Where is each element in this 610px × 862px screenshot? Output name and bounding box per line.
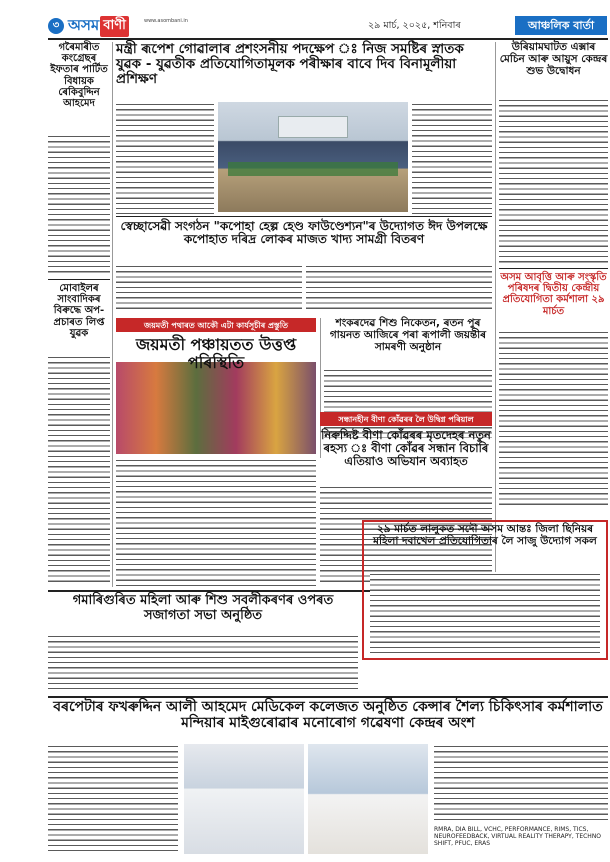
article-bottom bbox=[48, 700, 608, 858]
logo-left: অসম bbox=[68, 15, 100, 34]
divider bbox=[48, 279, 110, 280]
article-right1 bbox=[499, 42, 608, 267]
article-gram bbox=[48, 594, 358, 694]
issue-date: ২৯ মাৰ্চ, ২০২৫, শনিবাৰ bbox=[368, 20, 461, 31]
article-veena-kicker: সন্ধানহীন বীণা কোঁৱৰৰ লৈ উদ্বিগ্ন পৰিয়াল bbox=[320, 412, 492, 426]
article-top-body bbox=[116, 102, 214, 214]
article-shankar-headline: শংকৰদেৱ শিশু নিকেতন, ৰতন পুৰ গায়নত আজিৰে পৰা ৰূপালী জয়ন্তীৰ সামৰণী অনুষ্ঠান bbox=[329, 317, 487, 353]
article-top-body-col3 bbox=[412, 102, 492, 214]
article-left2-body bbox=[48, 355, 110, 585]
article-left1-body bbox=[48, 134, 110, 276]
article-food-headline: স্বেচ্ছাসেৱী সংগঠন "কপোহা হেল্প হেণ্ড ফাউণ্ডেশ্যন"ৰ উদ্যোগত ঈদ উপলক্ষে কপোহাত দৰিদ্ৰ লোকৰ মাজত খাদ্য সামগ্ৰী বিতৰণ bbox=[120, 219, 488, 247]
article-food-body-2 bbox=[306, 264, 492, 310]
page-header bbox=[48, 16, 608, 38]
article-chess bbox=[362, 520, 608, 660]
section-label: আঞ্চলিক বাৰ্তা bbox=[515, 16, 607, 35]
divider bbox=[499, 268, 608, 269]
article-veena-headline: নিৰুদ্দিষ্ট বীণা কোঁৱৰৰ মৃতদেহৰ নতুন ৰহস্য ঃ বীণা কোঁৱৰ সন্ধান বিচাৰি এতিয়াও অভিযান অব্যাহত bbox=[321, 428, 491, 468]
article-right2-headline: অসম আবৃত্তি আৰু সংস্কৃতি পৰিষদৰ দ্বিতীয় কেন্দ্ৰীয় প্ৰতিযোগিতা কৰ্মশালা ২৯ মাৰ্চত bbox=[500, 272, 607, 317]
article-right1-body bbox=[499, 98, 608, 263]
banner bbox=[278, 116, 348, 138]
divider bbox=[48, 696, 608, 698]
stage-table bbox=[228, 162, 398, 176]
article-right1-headline: উৰিয়ামঘাটত এক্সাৰ মেচিন আৰু আয়ুস কেন্দ্ৰৰ শুভ উদ্বোধন bbox=[499, 41, 608, 77]
article-left2-headline: মোবাইলৰ সাংবাদিকৰ বিৰুদ্ধে অপ-প্ৰচাৰত লিপ্ত যুৱক bbox=[53, 283, 105, 339]
article-gram-headline: গমাৰিগুৰিত মহিলা আৰু শিশু সবলীকৰণৰ ওপৰত সজাগতা সভা অনুষ্ঠিত bbox=[72, 593, 334, 623]
article-bottom-headline: বৰপেটাৰ ফখৰুদ্দিন আলী আহমেদ মেডিকেল কলেজত অনুষ্ঠিত কেন্সাৰ শৈল্য চিকিৎসাৰ কৰ্মশালাত মন্দিয়াৰ মাইগুৰোৱাৰ মনোৰোগ গৱেষণা কেন্দ্ৰৰ অংশ bbox=[53, 699, 603, 731]
article-bottom-tail: RMRA, DIA BILL, VCHC, PERFORMANCE, RIMS, TICS, NEUROFEEDBACK, VIRTUAL REALITY THERAPY, TECHNO SHIFT, PFUC, ERAS bbox=[434, 826, 602, 848]
header-rule bbox=[48, 38, 608, 40]
article-jaymati bbox=[116, 318, 316, 588]
photo-medical-workshop-1 bbox=[184, 744, 304, 854]
article-left1 bbox=[48, 42, 110, 277]
article-food-body bbox=[116, 264, 302, 310]
article-gram-body bbox=[48, 634, 358, 692]
masthead-logo bbox=[68, 16, 129, 36]
article-bottom-body-col1 bbox=[48, 744, 178, 854]
article-food bbox=[116, 220, 492, 310]
article-jaymati-body bbox=[116, 458, 316, 588]
page-number-badge: ৩ bbox=[48, 18, 64, 34]
article-left1-headline: গৰৈমাৰীত কংগ্ৰেছৰ ইফতাৰ পাৰ্টিত বিধায়ক ৰেকিবুদ্দিন আহমেদ bbox=[50, 42, 108, 109]
article-jaymati-headline: জয়মতী পঞ্চায়তত উত্তপ্ত পৰিস্থিতি bbox=[135, 335, 297, 372]
article-jaymati-kicker: জয়মতী পথাৰত আকৌ এটা কাৰ্যসূচীৰ প্ৰস্তুতি bbox=[116, 318, 316, 332]
website-link[interactable]: www.asombani.in bbox=[144, 18, 188, 24]
article-top bbox=[116, 42, 492, 214]
article-right2-body bbox=[499, 330, 608, 505]
photo-women-protest bbox=[116, 362, 316, 454]
logo-right: বাণী bbox=[100, 16, 129, 37]
photo-event-stage bbox=[218, 102, 408, 212]
article-bottom-body-col2 bbox=[434, 744, 608, 824]
article-right2 bbox=[499, 272, 608, 517]
article-chess-headline: ২৯ মাৰ্চত লালুকত সদৌ অসম আন্তঃ জিলা ছিনিয়ৰ মহিলা দবাখেল প্ৰতিযোগিতাৰ লৈ সাজু উদ্যোগ সকল bbox=[373, 523, 597, 547]
article-chess-body bbox=[370, 572, 600, 656]
article-left2 bbox=[48, 283, 110, 588]
column-rule bbox=[495, 42, 496, 587]
article-top-headline: মন্ত্ৰী ৰূপেশ গোৱালাৰ প্ৰশংসনীয় পদক্ষেপ ঃ নিজ সমষ্টিৰ স্নাতক যুৱক - যুৱতীক প্ৰতিযোগিতামূলক পৰীক্ষাৰ বাবে দিব বিনামূলীয়া প্ৰশিক্ষণ bbox=[116, 41, 464, 88]
column-rule bbox=[112, 42, 113, 587]
divider bbox=[116, 216, 492, 217]
photo-medical-workshop-2 bbox=[308, 744, 428, 854]
